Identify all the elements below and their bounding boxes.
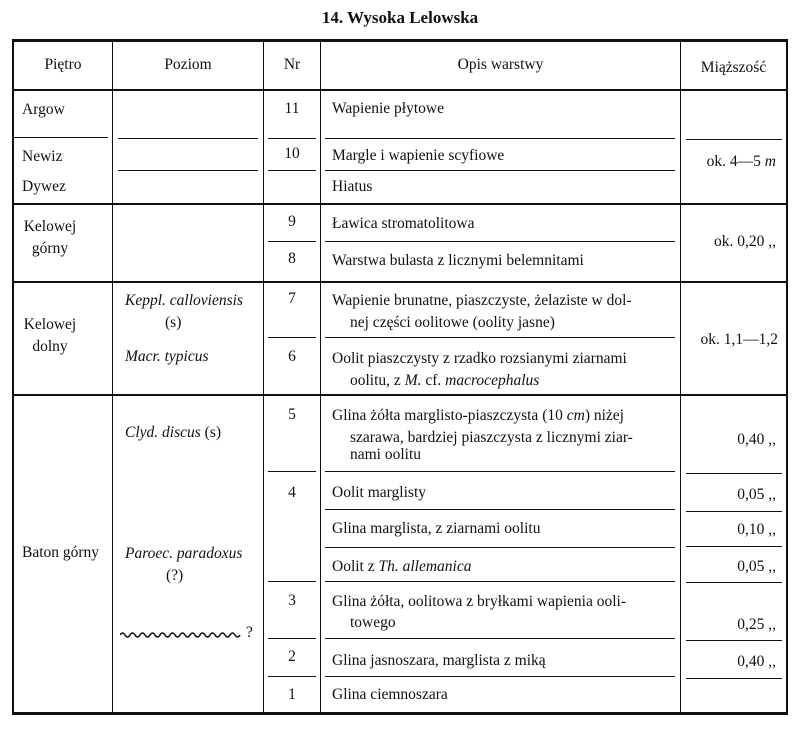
zone-clyd-name: Clyd. discus: [125, 424, 201, 441]
layer-nr: 7: [288, 290, 296, 307]
col-rule: [786, 39, 788, 715]
stage-label-line: Kelowej: [23, 316, 77, 333]
row-rule: [268, 471, 316, 472]
row-rule: [325, 581, 675, 582]
stage-label-line: Kelowej: [23, 218, 77, 235]
zone-keppl: Keppl. calloviensis: [125, 292, 243, 309]
layer-desc-text: Glina żółta marglisto-piaszczysta (10: [332, 407, 567, 424]
unconformity-wavy-line: [120, 630, 242, 640]
taxon-name: macrocephalus: [445, 372, 540, 389]
stage-kelowej-dolny: [14, 314, 86, 358]
layer-nr: 1: [288, 686, 296, 703]
layer-desc: towego: [350, 614, 396, 631]
row-rule: [325, 676, 675, 677]
layer-desc: Glina ciemnoszara: [332, 686, 448, 703]
header-opis: Opis warstwy: [457, 56, 544, 73]
row-rule: [325, 337, 675, 338]
page-title: 14. Wysoka Lelowska: [321, 8, 479, 27]
zone-clyd: [125, 422, 221, 444]
layer-nr: 11: [284, 100, 300, 117]
row-rule: [686, 139, 782, 140]
thickness: 0,05 ,,: [737, 486, 776, 503]
stage-label-line: górny: [31, 240, 69, 257]
header-poziom: Poziom: [164, 56, 212, 73]
row-rule: [325, 471, 675, 472]
header-nr: Nr: [283, 56, 301, 73]
layer-desc: Ławica stromatolitowa: [332, 215, 475, 232]
layer-desc-text: cf.: [421, 372, 446, 389]
unconformity-question: ?: [246, 624, 253, 641]
layer-nr: 10: [284, 145, 300, 162]
layer-desc-text: oolitu, z: [350, 372, 405, 389]
header-pietro: Piętro: [44, 56, 82, 73]
layer-desc: szarawa, bardziej piaszczysta z licznymi ziar-: [350, 429, 633, 446]
row-rule: [686, 511, 782, 512]
col-rule: [112, 39, 113, 715]
thickness: ok. 0,20 ,,: [714, 233, 776, 250]
stage-kelowej-gorny: [14, 216, 86, 260]
layer-desc: Wapienie brunatne, piaszczyste, żelaziste w dol-: [332, 292, 632, 309]
thickness: 0,05 ,,: [737, 558, 776, 575]
col-rule: [263, 39, 264, 715]
row-rule: [12, 89, 788, 91]
unit: cm: [566, 407, 585, 424]
thickness: 0,10 ,,: [737, 521, 776, 538]
col-rule: [12, 39, 14, 715]
thickness: 0,25 ,,: [737, 616, 776, 633]
row-rule: [118, 138, 258, 139]
layer-desc: [350, 370, 539, 392]
row-rule: [686, 640, 782, 641]
row-rule: [268, 581, 316, 582]
layer-nr: 4: [288, 484, 296, 501]
stage-argow: Argow: [22, 101, 65, 118]
layer-desc: Oolit marglisty: [332, 484, 427, 501]
zone-paroec-note: (?): [166, 567, 184, 584]
thickness: ok. 1,1—1,2: [700, 331, 778, 348]
layer-nr: 9: [288, 213, 296, 230]
row-rule: [325, 138, 675, 139]
stage-label-line: dolny: [32, 338, 68, 355]
row-rule: [325, 509, 675, 510]
row-rule: [12, 203, 788, 205]
row-rule: [12, 281, 788, 283]
row-rule: [268, 676, 316, 677]
layer-desc: [332, 556, 472, 578]
layer-desc: Warstwa bulasta z licznymi belemnitami: [332, 252, 584, 269]
layer-desc: Glina jasnoszara, marglista z miką: [332, 652, 546, 669]
stage-dywez: Dywez: [22, 178, 66, 195]
row-rule: [325, 547, 675, 548]
row-rule: [268, 138, 316, 139]
layer-desc: Margle i wapienie scyfiowe: [332, 147, 505, 164]
layer-desc-text: ) niżej: [584, 407, 624, 424]
layer-nr: 3: [288, 592, 296, 609]
taxon-name: M.: [404, 372, 422, 389]
row-rule: [686, 473, 782, 474]
row-rule: [118, 170, 258, 171]
row-rule: [325, 241, 675, 242]
header-miazszosc: Miąższość: [700, 59, 767, 76]
thickness: 0,40 ,,: [737, 431, 776, 448]
zone-keppl-note: (s): [165, 314, 182, 331]
unconformity-wave-path: [120, 633, 240, 637]
row-rule: [325, 170, 675, 171]
layer-desc: Wapienie płytowe: [332, 100, 444, 117]
row-rule: [686, 678, 782, 679]
row-rule: [268, 638, 316, 639]
row-rule: [268, 170, 316, 171]
taxon-name: Th. allemanica: [378, 558, 472, 575]
row-rule: [686, 546, 782, 547]
unit: m: [764, 153, 776, 170]
layer-desc: Hiatus: [332, 178, 373, 195]
col-rule: [320, 39, 321, 715]
layer-desc: nami oolitu: [350, 446, 422, 463]
layer-nr: 6: [288, 348, 296, 365]
layer-desc: Oolit piaszczysty z rzadko rozsianymi ziarnami: [332, 350, 627, 367]
layer-nr: 5: [288, 406, 296, 423]
row-rule: [12, 137, 108, 138]
zone-paroec: Paroec. paradoxus: [125, 545, 243, 562]
zone-macr: Macr. typicus: [125, 348, 209, 365]
row-rule: [325, 638, 675, 639]
row-rule: [12, 394, 788, 396]
thickness: 0,40 ,,: [737, 653, 776, 670]
layer-desc: [332, 405, 624, 427]
layer-desc: nej części oolitowe (oolity jasne): [350, 314, 555, 331]
stage-newiz: Newiz: [22, 148, 63, 165]
stage-baton-gorny: Baton górny: [22, 544, 100, 561]
layer-desc: Glina marglista, z ziarnami oolitu: [332, 520, 541, 537]
layer-nr: 8: [288, 250, 296, 267]
row-rule: [686, 582, 782, 583]
thickness: [681, 151, 776, 173]
zone-clyd-note: (s): [204, 424, 222, 441]
row-rule: [268, 241, 316, 242]
layer-desc: Glina żółta, oolitowa z bryłkami wapienia ooli-: [332, 593, 626, 610]
row-rule: [268, 337, 316, 338]
layer-desc-text: Oolit z: [332, 558, 379, 575]
thickness-value: ok. 4—5: [706, 153, 765, 170]
layer-nr: 2: [288, 648, 296, 665]
